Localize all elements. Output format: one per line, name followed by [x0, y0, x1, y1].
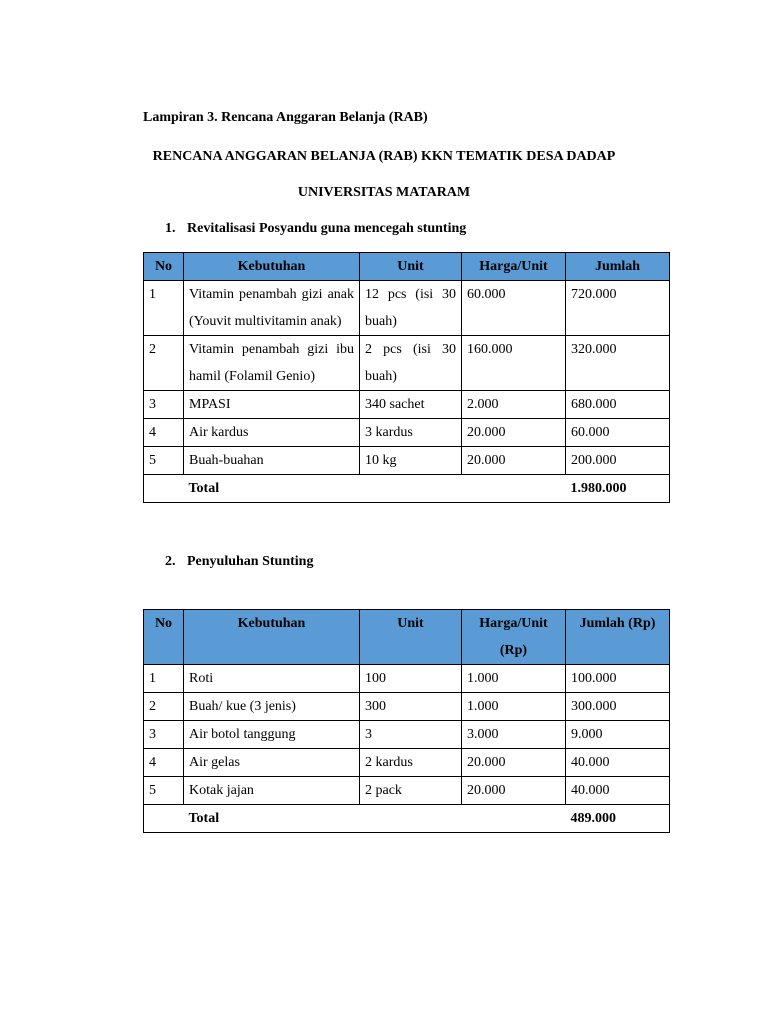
cell-unit: 2 pcs (isi 30 buah) — [360, 336, 462, 391]
header-jumlah: Jumlah (Rp) — [566, 610, 670, 665]
cell-unit: 12 pcs (isi 30 buah) — [360, 281, 462, 336]
table-row — [144, 336, 670, 391]
cell-jumlah: 720.000 — [566, 281, 670, 336]
cell-no: 5 — [144, 447, 184, 475]
cell-unit: 3 — [360, 721, 462, 749]
total-row — [144, 475, 670, 503]
cell-jumlah: 60.000 — [566, 419, 670, 447]
cell-kebutuhan: Air kardus — [184, 419, 360, 447]
header-unit: Unit — [360, 253, 462, 281]
cell-empty — [144, 475, 184, 503]
cell-no: 5 — [144, 777, 184, 805]
lampiran-label: Lampiran 3. Rencana Anggaran Belanja (RAB) — [143, 110, 428, 125]
table-header-row — [144, 610, 670, 665]
header-no: No — [144, 610, 184, 665]
cell-harga: 20.000 — [462, 777, 566, 805]
cell-kebutuhan: Kotak jajan — [184, 777, 360, 805]
header-harga: Harga/Unit (Rp) — [462, 610, 566, 665]
cell-unit: 10 kg — [360, 447, 462, 475]
cell-jumlah: 40.000 — [566, 749, 670, 777]
document-title: RENCANA ANGGARAN BELANJA (RAB) KKN TEMATIK DESA DADAP — [152, 149, 616, 164]
cell-kebutuhan: Buah/ kue (3 jenis) — [184, 693, 360, 721]
total-value: 489.000 — [566, 805, 670, 833]
cell-empty — [144, 805, 184, 833]
cell-no: 3 — [144, 721, 184, 749]
header-jumlah: Jumlah — [566, 253, 670, 281]
cell-harga: 60.000 — [462, 281, 566, 336]
table-row — [144, 281, 670, 336]
cell-jumlah: 300.000 — [566, 693, 670, 721]
cell-harga: 20.000 — [462, 419, 566, 447]
cell-harga: 3.000 — [462, 721, 566, 749]
total-value: 1.980.000 — [566, 475, 670, 503]
total-label: Total — [184, 475, 566, 503]
cell-jumlah: 320.000 — [566, 336, 670, 391]
table-revitalisasi-posyandu — [143, 252, 670, 503]
header-kebutuhan: Kebutuhan — [184, 610, 360, 665]
cell-no: 2 — [144, 336, 184, 391]
table-header-row — [144, 253, 670, 281]
table-penyuluhan-stunting — [143, 609, 670, 833]
cell-harga: 20.000 — [462, 447, 566, 475]
cell-jumlah: 9.000 — [566, 721, 670, 749]
cell-kebutuhan: Roti — [184, 665, 360, 693]
cell-unit: 3 kardus — [360, 419, 462, 447]
cell-no: 1 — [144, 281, 184, 336]
section-1-title — [165, 221, 466, 237]
cell-kebutuhan: Buah-buahan — [184, 447, 360, 475]
header-kebutuhan: Kebutuhan — [184, 253, 360, 281]
cell-harga: 1.000 — [462, 665, 566, 693]
cell-no: 4 — [144, 749, 184, 777]
table-row — [144, 777, 670, 805]
document-subtitle: UNIVERSITAS MATARAM — [297, 185, 471, 200]
cell-jumlah: 200.000 — [566, 447, 670, 475]
cell-jumlah: 40.000 — [566, 777, 670, 805]
total-row — [144, 805, 670, 833]
section-1-number: 1. — [165, 221, 176, 236]
cell-unit: 100 — [360, 665, 462, 693]
table-row — [144, 693, 670, 721]
section-1-title-text: Revitalisasi Posyandu guna mencegah stunting — [187, 221, 467, 236]
table-row — [144, 419, 670, 447]
cell-no: 3 — [144, 391, 184, 419]
table-row — [144, 721, 670, 749]
table-row — [144, 749, 670, 777]
table-row — [144, 447, 670, 475]
cell-kebutuhan: Vitamin penambah gizi ibu hamil (Folamil Genio) — [184, 336, 360, 391]
header-no: No — [144, 253, 184, 281]
cell-kebutuhan: Air gelas — [184, 749, 360, 777]
cell-jumlah: 100.000 — [566, 665, 670, 693]
cell-no: 4 — [144, 419, 184, 447]
header-harga: Harga/Unit — [462, 253, 566, 281]
cell-unit: 300 — [360, 693, 462, 721]
table-row — [144, 665, 670, 693]
cell-unit: 340 sachet — [360, 391, 462, 419]
cell-kebutuhan: Vitamin penambah gizi anak (Youvit multivitamin anak) — [184, 281, 360, 336]
cell-kebutuhan: MPASI — [184, 391, 360, 419]
section-2-number: 2. — [165, 554, 176, 569]
header-unit: Unit — [360, 610, 462, 665]
total-label: Total — [184, 805, 566, 833]
cell-harga: 2.000 — [462, 391, 566, 419]
cell-unit: 2 kardus — [360, 749, 462, 777]
cell-no: 1 — [144, 665, 184, 693]
cell-harga: 20.000 — [462, 749, 566, 777]
cell-unit: 2 pack — [360, 777, 462, 805]
section-2-title — [165, 554, 313, 570]
cell-harga: 160.000 — [462, 336, 566, 391]
cell-kebutuhan: Air botol tanggung — [184, 721, 360, 749]
cell-jumlah: 680.000 — [566, 391, 670, 419]
section-2-title-text: Penyuluhan Stunting — [187, 554, 314, 569]
table-row — [144, 391, 670, 419]
cell-no: 2 — [144, 693, 184, 721]
cell-harga: 1.000 — [462, 693, 566, 721]
